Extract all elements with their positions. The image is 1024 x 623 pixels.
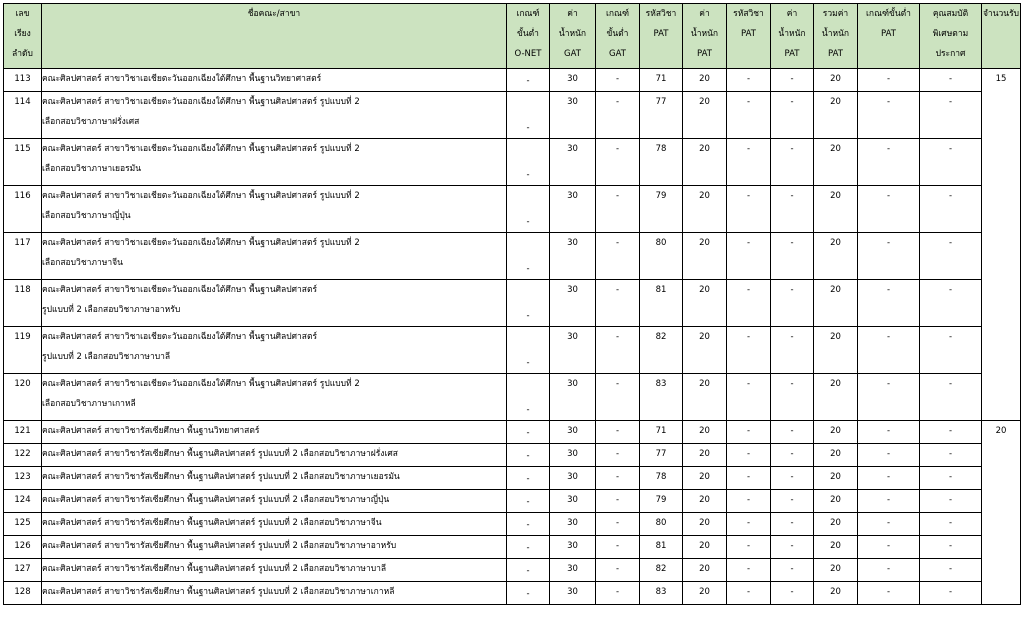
table-row	[4, 233, 1021, 280]
gat-weight-cell: 30	[550, 559, 596, 582]
pat-min-cell: -	[858, 327, 920, 374]
pat2-code-cell: -	[727, 421, 771, 444]
gat-min-cell: -	[596, 374, 640, 421]
faculty-name-line: คณะศิลปศาสตร์ สาขาวิชารัสเซียศึกษา พื้นฐานศิลปศาสตร์ รูปแบบที่ 2 เลือกสอบวิชาภาษาอาหรับ	[42, 541, 397, 551]
col-header-seq	[4, 4, 42, 69]
pat2-code-cell: -	[727, 513, 771, 536]
gat-min-cell: -	[596, 444, 640, 467]
header-line: ค่า	[786, 9, 798, 19]
pat2-weight-cell: -	[771, 327, 814, 374]
faculty-name-cell	[42, 69, 507, 92]
header-line: น้ำหนัก	[778, 29, 806, 39]
onet-min-cell: -	[507, 582, 550, 605]
header-line: รหัสวิชา	[733, 9, 764, 19]
onet-min-cell: -	[507, 513, 550, 536]
faculty-name-cell	[42, 233, 507, 280]
faculty-name-line: เลือกสอบวิชาภาษาเกาหลี	[42, 399, 136, 409]
pat2-code-cell: -	[727, 444, 771, 467]
pat-code-cell: 78	[640, 139, 683, 186]
quota-cell	[982, 374, 1021, 421]
pat-weight-cell: 20	[683, 139, 727, 186]
gat-min-cell: -	[596, 490, 640, 513]
onet-min-cell: -	[507, 374, 550, 421]
pat-weight-cell: 20	[683, 582, 727, 605]
col-header-onet-min	[507, 4, 550, 69]
header-line: PAT	[881, 29, 896, 39]
header-line: ค่า	[699, 9, 710, 19]
faculty-name-cell	[42, 186, 507, 233]
faculty-name-line: คณะศิลปศาสตร์ สาขาวิชาเอเชียตะวันออกเฉียงใต้ศึกษา พื้นฐานวิทยาศาสตร์	[42, 74, 322, 84]
pat2-weight-cell: -	[771, 186, 814, 233]
pat-code-cell: 80	[640, 513, 683, 536]
faculty-name-cell	[42, 582, 507, 605]
pat-code-cell: 83	[640, 582, 683, 605]
pat-total-cell: 20	[814, 421, 858, 444]
header-line: PAT	[697, 49, 712, 59]
faculty-name-cell	[42, 490, 507, 513]
pat2-code-cell: -	[727, 536, 771, 559]
pat2-code-cell: -	[727, 233, 771, 280]
seq-cell: 127	[4, 559, 42, 582]
special-cell: -	[920, 467, 982, 490]
faculty-name-cell	[42, 421, 507, 444]
seq-cell: 124	[4, 490, 42, 513]
pat-code-cell: 81	[640, 536, 683, 559]
faculty-name-cell	[42, 327, 507, 374]
pat-weight-cell: 20	[683, 69, 727, 92]
quota-cell	[982, 186, 1021, 233]
header-line: GAT	[609, 49, 626, 59]
gat-weight-cell: 30	[550, 374, 596, 421]
pat-code-cell: 77	[640, 92, 683, 139]
pat-min-cell: -	[858, 582, 920, 605]
table-row	[4, 444, 1021, 467]
gat-weight-cell: 30	[550, 139, 596, 186]
faculty-name-cell	[42, 280, 507, 327]
table-row	[4, 186, 1021, 233]
pat-code-cell: 78	[640, 467, 683, 490]
table-row	[4, 280, 1021, 327]
table-row	[4, 536, 1021, 559]
pat-code-cell: 82	[640, 327, 683, 374]
header-line: เกณฑ์	[516, 9, 540, 19]
pat-code-cell: 71	[640, 69, 683, 92]
header-line: PAT	[653, 29, 669, 39]
special-cell: -	[920, 582, 982, 605]
gat-weight-cell: 30	[550, 490, 596, 513]
pat-total-cell: 20	[814, 139, 858, 186]
table-body	[4, 69, 1021, 605]
table-header-row	[4, 4, 1021, 69]
gat-min-cell: -	[596, 536, 640, 559]
pat-min-cell: -	[858, 280, 920, 327]
gat-min-cell: -	[596, 186, 640, 233]
faculty-name-line: คณะศิลปศาสตร์ สาขาวิชารัสเซียศึกษา พื้นฐานศิลปศาสตร์ รูปแบบที่ 2 เลือกสอบวิชาภาษาเกาหลี	[42, 587, 395, 597]
onet-min-cell: -	[507, 69, 550, 92]
pat-code-cell: 79	[640, 186, 683, 233]
pat-min-cell: -	[858, 139, 920, 186]
gat-min-cell: -	[596, 467, 640, 490]
pat-total-cell: 20	[814, 444, 858, 467]
onet-min-cell: -	[507, 444, 550, 467]
special-cell: -	[920, 233, 982, 280]
pat2-weight-cell: -	[771, 421, 814, 444]
header-line: เลข	[15, 9, 30, 19]
table-row	[4, 559, 1021, 582]
gat-weight-cell: 30	[550, 92, 596, 139]
onet-min-cell: -	[507, 421, 550, 444]
col-header-quota	[982, 4, 1021, 69]
pat-weight-cell: 20	[683, 186, 727, 233]
seq-cell: 114	[4, 92, 42, 139]
pat2-code-cell: -	[727, 92, 771, 139]
pat2-code-cell: -	[727, 490, 771, 513]
quota-cell	[982, 444, 1021, 467]
pat-code-cell: 82	[640, 559, 683, 582]
faculty-name-line: เลือกสอบวิชาภาษาจีน	[42, 258, 123, 268]
faculty-name-line: เลือกสอบวิชาภาษาเยอรมัน	[42, 164, 142, 174]
faculty-name-line: คณะศิลปศาสตร์ สาขาวิชารัสเซียศึกษา พื้นฐานวิทยาศาสตร์	[42, 426, 260, 436]
gat-weight-cell: 30	[550, 444, 596, 467]
pat-min-cell: -	[858, 92, 920, 139]
header-line: ขั้นต่ำ	[606, 29, 629, 39]
special-cell: -	[920, 186, 982, 233]
quota-cell	[982, 467, 1021, 490]
pat2-code-cell: -	[727, 559, 771, 582]
quota-cell	[982, 327, 1021, 374]
pat2-weight-cell: -	[771, 490, 814, 513]
onet-min-cell: -	[507, 327, 550, 374]
pat2-weight-cell: -	[771, 69, 814, 92]
header-line: ชื่อคณะ/สาขา	[247, 9, 301, 19]
pat-weight-cell: 20	[683, 92, 727, 139]
pat-min-cell: -	[858, 186, 920, 233]
faculty-name-cell	[42, 92, 507, 139]
pat2-weight-cell: -	[771, 513, 814, 536]
faculty-name-line: คณะศิลปศาสตร์ สาขาวิชาเอเชียตะวันออกเฉียงใต้ศึกษา พื้นฐานศิลปศาสตร์	[42, 332, 318, 342]
pat-weight-cell: 20	[683, 421, 727, 444]
special-cell: -	[920, 490, 982, 513]
pat2-weight-cell: -	[771, 582, 814, 605]
special-cell: -	[920, 92, 982, 139]
faculty-name-line: คณะศิลปศาสตร์ สาขาวิชารัสเซียศึกษา พื้นฐานศิลปศาสตร์ รูปแบบที่ 2 เลือกสอบวิชาภาษาฝรั่งเศส	[42, 449, 398, 459]
pat2-code-cell: -	[727, 69, 771, 92]
seq-cell: 116	[4, 186, 42, 233]
header-line: ประกาศ	[935, 49, 966, 59]
gat-min-cell: -	[596, 582, 640, 605]
faculty-name-line: คณะศิลปศาสตร์ สาขาวิชารัสเซียศึกษา พื้นฐานศิลปศาสตร์ รูปแบบที่ 2 เลือกสอบวิชาภาษาจีน	[42, 518, 382, 528]
table-row	[4, 421, 1021, 444]
pat-code-cell: 79	[640, 490, 683, 513]
pat-code-cell: 81	[640, 280, 683, 327]
pat-code-cell: 71	[640, 421, 683, 444]
gat-weight-cell: 30	[550, 513, 596, 536]
gat-min-cell: -	[596, 139, 640, 186]
pat-total-cell: 20	[814, 582, 858, 605]
header-line: GAT	[564, 49, 581, 59]
header-line: คุณสมบัติ	[932, 9, 969, 19]
header-line: รหัสวิชา	[645, 9, 677, 19]
gat-min-cell: -	[596, 92, 640, 139]
seq-cell: 122	[4, 444, 42, 467]
pat-min-cell: -	[858, 559, 920, 582]
faculty-name-line: คณะศิลปศาสตร์ สาขาวิชารัสเซียศึกษา พื้นฐานศิลปศาสตร์ รูปแบบที่ 2 เลือกสอบวิชาภาษาญี่ปุ่น	[42, 495, 390, 505]
seq-cell: 123	[4, 467, 42, 490]
faculty-name-line: คณะศิลปศาสตร์ สาขาวิชารัสเซียศึกษา พื้นฐานศิลปศาสตร์ รูปแบบที่ 2 เลือกสอบวิชาภาษาบาลี	[42, 564, 387, 574]
pat-min-cell: -	[858, 421, 920, 444]
quota-cell	[982, 233, 1021, 280]
header-line: O-NET	[514, 49, 542, 59]
onet-min-cell: -	[507, 467, 550, 490]
pat2-code-cell: -	[727, 467, 771, 490]
table-row	[4, 467, 1021, 490]
pat-weight-cell: 20	[683, 233, 727, 280]
gat-weight-cell: 30	[550, 280, 596, 327]
special-cell: -	[920, 327, 982, 374]
pat-weight-cell: 20	[683, 444, 727, 467]
quota-cell: 20	[982, 421, 1021, 444]
special-cell: -	[920, 69, 982, 92]
pat-weight-cell: 20	[683, 513, 727, 536]
faculty-name-line: เลือกสอบวิชาภาษาญี่ปุ่น	[42, 211, 131, 221]
pat-total-cell: 20	[814, 327, 858, 374]
pat2-code-cell: -	[727, 139, 771, 186]
gat-min-cell: -	[596, 233, 640, 280]
pat-weight-cell: 20	[683, 559, 727, 582]
onet-min-cell: -	[507, 233, 550, 280]
special-cell: -	[920, 536, 982, 559]
pat-code-cell: 80	[640, 233, 683, 280]
pat-min-cell: -	[858, 69, 920, 92]
quota-cell	[982, 513, 1021, 536]
onet-min-cell: -	[507, 280, 550, 327]
pat2-code-cell: -	[727, 374, 771, 421]
onet-min-cell: -	[507, 536, 550, 559]
onet-min-cell: -	[507, 139, 550, 186]
pat-total-cell: 20	[814, 280, 858, 327]
table-row	[4, 513, 1021, 536]
header-line: รวมค่า	[822, 9, 849, 19]
pat2-weight-cell: -	[771, 233, 814, 280]
pat-weight-cell: 20	[683, 467, 727, 490]
pat-total-cell: 20	[814, 536, 858, 559]
pat2-code-cell: -	[727, 186, 771, 233]
gat-weight-cell: 30	[550, 69, 596, 92]
table-row	[4, 139, 1021, 186]
pat-min-cell: -	[858, 490, 920, 513]
faculty-name-line: คณะศิลปศาสตร์ สาขาวิชาเอเชียตะวันออกเฉียงใต้ศึกษา พื้นฐานศิลปศาสตร์ รูปแบบที่ 2	[42, 379, 360, 389]
gat-min-cell: -	[596, 280, 640, 327]
col-header-pat-total	[814, 4, 858, 69]
faculty-name-line: คณะศิลปศาสตร์ สาขาวิชาเอเชียตะวันออกเฉียงใต้ศึกษา พื้นฐานศิลปศาสตร์ รูปแบบที่ 2	[42, 144, 360, 154]
gat-weight-cell: 30	[550, 186, 596, 233]
pat2-weight-cell: -	[771, 374, 814, 421]
header-line: เกณฑ์ขั้นต่ำ	[866, 9, 911, 19]
header-line: น้ำหนัก	[558, 29, 587, 39]
header-line: ลำดับ	[12, 49, 33, 59]
seq-cell: 115	[4, 139, 42, 186]
special-cell: -	[920, 374, 982, 421]
faculty-name-line: รูปแบบที่ 2 เลือกสอบวิชาภาษาอาหรับ	[42, 305, 181, 315]
header-line: เกณฑ์	[606, 9, 629, 19]
onet-min-cell: -	[507, 92, 550, 139]
gat-min-cell: -	[596, 421, 640, 444]
table-row	[4, 92, 1021, 139]
pat-min-cell: -	[858, 467, 920, 490]
table-row	[4, 582, 1021, 605]
quota-cell	[982, 139, 1021, 186]
faculty-name-line: คณะศิลปศาสตร์ สาขาวิชาเอเชียตะวันออกเฉียงใต้ศึกษา พื้นฐานศิลปศาสตร์ รูปแบบที่ 2	[42, 191, 360, 201]
pat-total-cell: 20	[814, 69, 858, 92]
table-row	[4, 374, 1021, 421]
pat-total-cell: 20	[814, 92, 858, 139]
header-line: พิเศษตาม	[932, 29, 969, 39]
gat-weight-cell: 30	[550, 536, 596, 559]
pat-weight-cell: 20	[683, 374, 727, 421]
pat2-code-cell: -	[727, 280, 771, 327]
special-cell: -	[920, 280, 982, 327]
header-line: น้ำหนัก	[690, 29, 719, 39]
pat-min-cell: -	[858, 444, 920, 467]
pat-min-cell: -	[858, 233, 920, 280]
faculty-name-line: คณะศิลปศาสตร์ สาขาวิชาเอเชียตะวันออกเฉียงใต้ศึกษา พื้นฐานศิลปศาสตร์ รูปแบบที่ 2	[42, 238, 360, 248]
faculty-name-cell	[42, 559, 507, 582]
pat-weight-cell: 20	[683, 327, 727, 374]
quota-cell	[982, 536, 1021, 559]
faculty-name-cell	[42, 444, 507, 467]
quota-cell	[982, 490, 1021, 513]
gat-min-cell: -	[596, 327, 640, 374]
pat-total-cell: 20	[814, 559, 858, 582]
faculty-name-cell	[42, 467, 507, 490]
faculty-name-line: รูปแบบที่ 2 เลือกสอบวิชาภาษาบาลี	[42, 352, 171, 362]
pat2-weight-cell: -	[771, 467, 814, 490]
onet-min-cell: -	[507, 186, 550, 233]
col-header-faculty	[42, 4, 507, 69]
pat-code-cell: 77	[640, 444, 683, 467]
gat-weight-cell: 30	[550, 233, 596, 280]
seq-cell: 118	[4, 280, 42, 327]
seq-cell: 117	[4, 233, 42, 280]
gat-weight-cell: 30	[550, 467, 596, 490]
gat-min-cell: -	[596, 559, 640, 582]
table-row	[4, 490, 1021, 513]
pat2-weight-cell: -	[771, 444, 814, 467]
gat-weight-cell: 30	[550, 582, 596, 605]
special-cell: -	[920, 421, 982, 444]
pat2-code-cell: -	[727, 327, 771, 374]
col-header-gat-min	[596, 4, 640, 69]
pat2-code-cell: -	[727, 582, 771, 605]
table-row	[4, 327, 1021, 374]
faculty-name-line: คณะศิลปศาสตร์ สาขาวิชารัสเซียศึกษา พื้นฐานศิลปศาสตร์ รูปแบบที่ 2 เลือกสอบวิชาภาษาเยอรมัน	[42, 472, 400, 482]
header-line: เรียง	[14, 29, 31, 39]
faculty-name-line: คณะศิลปศาสตร์ สาขาวิชาเอเชียตะวันออกเฉียงใต้ศึกษา พื้นฐานศิลปศาสตร์ รูปแบบที่ 2	[42, 97, 360, 107]
pat-total-cell: 20	[814, 490, 858, 513]
header-line: จำนวนรับ	[982, 9, 1020, 19]
special-cell: -	[920, 444, 982, 467]
pat2-weight-cell: -	[771, 139, 814, 186]
seq-cell: 113	[4, 69, 42, 92]
col-header-pat-weight	[683, 4, 727, 69]
pat-total-cell: 20	[814, 513, 858, 536]
pat-min-cell: -	[858, 374, 920, 421]
pat-min-cell: -	[858, 513, 920, 536]
seq-cell: 128	[4, 582, 42, 605]
special-cell: -	[920, 559, 982, 582]
seq-cell: 119	[4, 327, 42, 374]
faculty-name-cell	[42, 374, 507, 421]
seq-cell: 120	[4, 374, 42, 421]
quota-cell	[982, 280, 1021, 327]
special-cell: -	[920, 513, 982, 536]
seq-cell: 125	[4, 513, 42, 536]
pat-weight-cell: 20	[683, 280, 727, 327]
col-header-pat-code	[640, 4, 683, 69]
quota-cell	[982, 559, 1021, 582]
faculty-name-cell	[42, 513, 507, 536]
quota-cell: 15	[982, 69, 1021, 92]
pat2-weight-cell: -	[771, 92, 814, 139]
gat-weight-cell: 30	[550, 421, 596, 444]
pat2-weight-cell: -	[771, 536, 814, 559]
quota-cell	[982, 582, 1021, 605]
pat-total-cell: 20	[814, 467, 858, 490]
quota-cell	[982, 92, 1021, 139]
col-header-pat2-code	[727, 4, 771, 69]
seq-cell: 126	[4, 536, 42, 559]
faculty-name-line: คณะศิลปศาสตร์ สาขาวิชาเอเชียตะวันออกเฉียงใต้ศึกษา พื้นฐานศิลปศาสตร์	[42, 285, 318, 295]
col-header-pat-min	[858, 4, 920, 69]
col-header-gat-weight	[550, 4, 596, 69]
faculty-name-cell	[42, 139, 507, 186]
pat-total-cell: 20	[814, 186, 858, 233]
col-header-pat2-weight	[771, 4, 814, 69]
col-header-special	[920, 4, 982, 69]
admission-criteria-table	[3, 3, 1021, 605]
header-line: PAT	[741, 29, 756, 39]
header-line: น้ำหนัก	[821, 29, 850, 39]
faculty-name-cell	[42, 536, 507, 559]
faculty-name-line: เลือกสอบวิชาภาษาฝรั่งเศส	[42, 117, 140, 127]
gat-min-cell: -	[596, 69, 640, 92]
header-line: ค่า	[567, 9, 578, 19]
seq-cell: 121	[4, 421, 42, 444]
pat-weight-cell: 20	[683, 536, 727, 559]
header-line: PAT	[784, 49, 800, 59]
table-row	[4, 69, 1021, 92]
pat-code-cell: 83	[640, 374, 683, 421]
pat-total-cell: 20	[814, 374, 858, 421]
onet-min-cell: -	[507, 490, 550, 513]
header-line: ขั้นต่ำ	[517, 29, 539, 39]
gat-weight-cell: 30	[550, 327, 596, 374]
gat-min-cell: -	[596, 513, 640, 536]
pat-total-cell: 20	[814, 233, 858, 280]
onet-min-cell: -	[507, 559, 550, 582]
special-cell: -	[920, 139, 982, 186]
pat2-weight-cell: -	[771, 280, 814, 327]
pat-weight-cell: 20	[683, 490, 727, 513]
pat-min-cell: -	[858, 536, 920, 559]
header-line: PAT	[828, 49, 843, 59]
pat2-weight-cell: -	[771, 559, 814, 582]
